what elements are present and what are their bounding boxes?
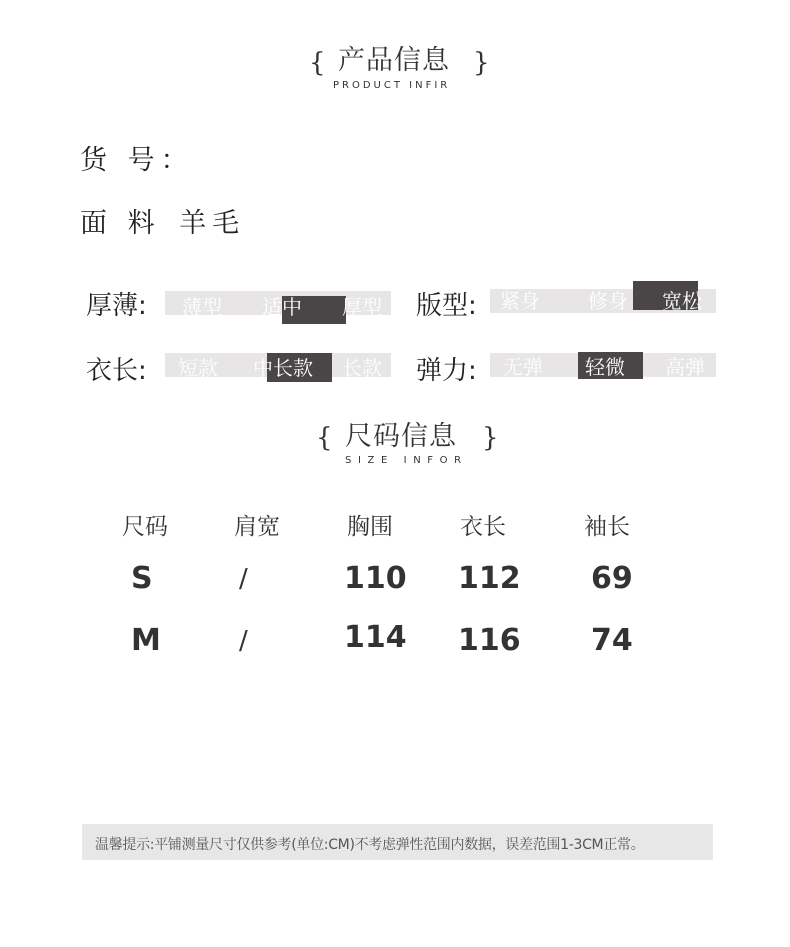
product-info-subtitle: PRODUCT INFIR xyxy=(333,80,451,91)
table-header-size: 尺码 xyxy=(122,514,168,540)
table-cell: / xyxy=(239,626,248,656)
table-header-sleeve: 袖长 xyxy=(584,514,630,540)
size-info-title: 尺码信息 xyxy=(345,421,457,452)
thickness-option-thin[interactable]: 薄型 xyxy=(182,295,222,319)
table-cell: 74 xyxy=(591,623,633,658)
length-option-mid[interactable]: 中长款 xyxy=(253,356,313,380)
table-cell: 69 xyxy=(591,561,633,596)
table-cell: / xyxy=(239,564,248,594)
right-brace: } xyxy=(473,48,490,78)
table-cell: M xyxy=(131,623,161,658)
left-brace: { xyxy=(316,423,333,453)
product-info-title: 产品信息 xyxy=(338,45,450,76)
right-brace: } xyxy=(482,423,499,453)
fabric-value: 羊毛 xyxy=(179,208,246,239)
length-label: 衣长: xyxy=(86,356,147,386)
length-option-long[interactable]: 长款 xyxy=(342,356,382,380)
item-number-label: 货 号： xyxy=(80,145,194,176)
left-brace: { xyxy=(309,48,326,78)
thickness-option-thick[interactable]: 厚型 xyxy=(342,295,382,319)
fabric xyxy=(80,201,245,240)
fit-option-loose[interactable]: 宽松 xyxy=(662,289,702,313)
thickness-option-medium[interactable]: 适中 xyxy=(262,295,302,319)
elasticity-option-high[interactable]: 高弹 xyxy=(665,355,705,379)
table-cell: 116 xyxy=(458,623,521,658)
table-cell: 112 xyxy=(458,561,521,596)
elasticity-option-none[interactable]: 无弹 xyxy=(503,355,543,379)
table-header-shoulder: 肩宽 xyxy=(234,514,280,540)
table-cell: S xyxy=(131,561,153,596)
table-header-chest: 胸围 xyxy=(347,514,393,540)
fit-option-fitted[interactable]: 修身 xyxy=(588,289,628,313)
fit-label: 版型: xyxy=(416,291,477,321)
table-header-length: 衣长 xyxy=(460,514,506,540)
fit-option-slim[interactable]: 紧身 xyxy=(500,289,540,313)
table-cell: 114 xyxy=(344,620,407,655)
size-info-subtitle: SIZE INFOR xyxy=(345,455,468,466)
elasticity-label: 弹力: xyxy=(416,356,477,386)
table-cell: 110 xyxy=(344,561,407,596)
elasticity-option-slight[interactable]: 轻微 xyxy=(585,355,625,379)
thickness-label: 厚薄: xyxy=(86,291,147,321)
item-number xyxy=(80,138,194,177)
fabric-label: 面 料 xyxy=(80,208,161,239)
note-text: 温馨提示:平铺测量尺寸仅供参考(单位:CM)不考虑弹性范围内数据，误差范围1-3CM正常。 xyxy=(95,837,645,853)
length-option-short[interactable]: 短款 xyxy=(178,356,218,380)
